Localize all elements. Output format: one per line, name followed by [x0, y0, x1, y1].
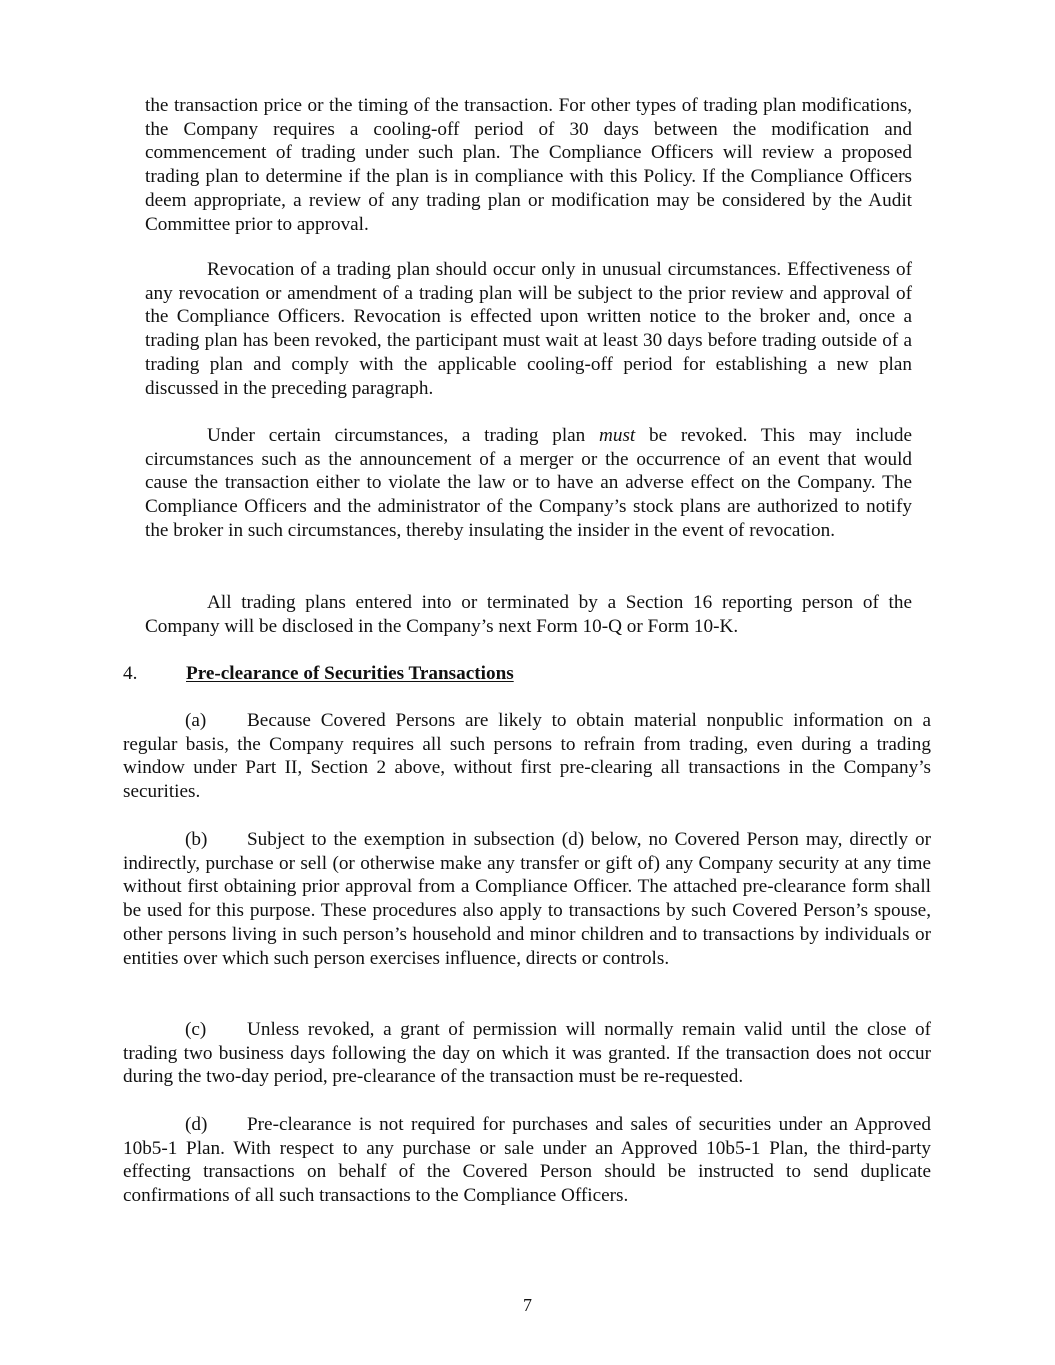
paragraph-disclosure: All trading plans entered into or terminated by a Section 16 reporting person of the Company will be disclosed in the Company’s next Form 10-Q or Form 10-K. [145, 592, 912, 637]
subsection-d [123, 1113, 931, 1208]
subsection-label: (b) [185, 829, 208, 850]
paragraph-revocation: Revocation of a trading plan should occur only in unusual circumstances. Effectiveness of any revocation or amendment of a trading plan will be subject to the prior review and approval of the Compliance Officers. Revocation is effected upon written notice to the broker and, once a trading plan has been revoked, the participant must wait at least 30 days before trading outside of a trading plan and comply with the applicable cooling-off period for establishing a new plan discussed in the preceding paragraph. [145, 259, 912, 399]
subsection-text: Pre-clearance is not required for purchases and sales of securities under an Approved 10b5-1 Plan. With respect to any purchase or sale under an Approved 10b5-1 Plan, the third-party effecting transactions on behalf of the Covered Person should be instructed to send duplicate confirmations of all such transactions to the Compliance Officers. [123, 1114, 931, 1207]
subsection-text: Unless revoked, a grant of permission will normally remain valid until the close of trading two business days following the day on which it was granted. If the transaction does not occur during the two-day period, pre-clearance of the transaction must be re-requested. [123, 1019, 931, 1088]
subsection-b [123, 828, 931, 970]
emphasis-must: must [599, 425, 636, 446]
section-heading [123, 662, 514, 686]
text-segment: be revoked. This may include circumstances such as the announcement of a merger or the occurrence of an event that would cause the transaction either to violate the law or to have an adverse effect on the Company. The Compliance Officers and the administrator of the Company’s stock plans are authorized to notify the broker in such circumstances, thereby insulating the insider in the event of revocation. [145, 425, 912, 541]
section-title: Pre-clearance of Securities Transactions [186, 663, 514, 684]
paragraph-mandatory-revocation [145, 424, 912, 543]
subsection-label: (d) [185, 1114, 208, 1135]
subsection-a [123, 709, 931, 804]
page-number: 7 [523, 1295, 532, 1315]
subsection-c [123, 1018, 931, 1089]
subsection-label: (c) [185, 1019, 207, 1040]
subsection-label: (a) [185, 710, 207, 731]
paragraph-trading-plan-modifications: the transaction price or the timing of the transaction. For other types of trading plan modifications, the Company requires a cooling-off period of 30 days between the modification and commencement of trading under such plan. The Compliance Officers will review a proposed trading plan to determine if the plan is in compliance with this Policy. If the Compliance Officers deem appropriate, a review of any trading plan or modification may be considered by the Audit Committee prior to approval. [145, 95, 912, 235]
section-number: 4. [123, 663, 138, 684]
subsection-text: Because Covered Persons are likely to obtain material nonpublic information on a regular basis, the Company requires all such persons to refrain from trading, even during a trading window under Part II, Section 2 above, without first pre-clearing all transactions in the Company’s securities. [123, 710, 931, 803]
subsection-text: Subject to the exemption in subsection (d) below, no Covered Person may, directly or indirectly, purchase or sell (or otherwise make any transfer or gift of) any Company security at any time without first obtaining prior approval from a Compliance Officer. The attached pre-clearance form shall be used for this purpose. These procedures also apply to transactions by such Covered Person’s spouse, other persons living in such person’s household and minor children and to transactions by individuals or entities over which such person exercises influence, directs or controls. [123, 829, 931, 969]
text-segment: Under certain circumstances, a trading plan [207, 425, 600, 446]
